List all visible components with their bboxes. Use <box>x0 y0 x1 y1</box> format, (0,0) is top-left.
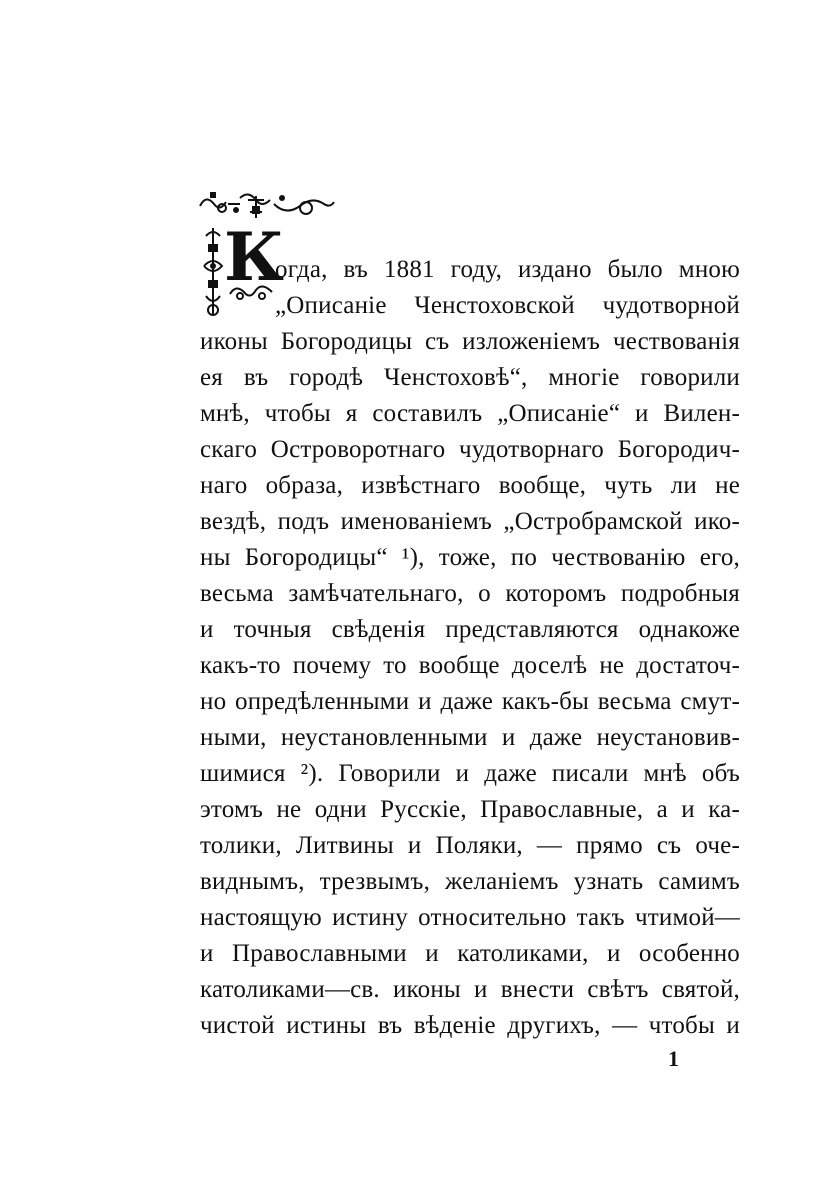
text-line: весьма замѣчательнаго, о которомъ подробныя <box>200 580 740 607</box>
text-line: настоящую истину относительно такъ чтимой— <box>200 904 740 931</box>
text-line: этомъ не одни Русскіе, Православные, а и ка- <box>200 796 740 823</box>
text-line: вездѣ, подъ именованіемъ „Остробрамской ико- <box>200 508 740 535</box>
text-line: скаго Островоротнаго чудотворнаго Богородич- <box>200 436 740 463</box>
text-line: иконы Богородицы съ изложеніемъ чествованія <box>200 328 740 355</box>
text-line: огда, въ 1881 году, издано было мною <box>275 256 740 283</box>
page-number: 1 <box>668 1046 679 1071</box>
dropcap-flourish <box>226 282 276 304</box>
text-line: и точныя свѣденія представляются однакоже <box>200 616 740 643</box>
text-line: ея въ городѣ Ченстоховѣ“, многіе говорили <box>200 364 740 391</box>
text-line: толики, Литвины и Поляки, — прямо съ оче- <box>200 832 740 859</box>
text-line: мнѣ, чтобы я составилъ „Описаніе“ и Вилен- <box>200 400 740 427</box>
text-line: ны Богородицы“ ¹), тоже, по чествованію его, <box>200 544 740 571</box>
text-line: какъ-то почему то вообще доселѣ не достаточ- <box>200 652 740 679</box>
text-line: шимися ²). Говорили и даже писали мнѣ объ <box>200 760 740 787</box>
text-line: наго образа, извѣстнаго вообще, чуть ли не <box>200 472 740 499</box>
text-line: ными, неустановленными и даже неустановив- <box>200 724 740 751</box>
text-line: виднымъ, трезвымъ, желаніемъ узнать самимъ <box>200 868 740 895</box>
text-line: католиками—св. иконы и внести свѣтъ святой, <box>200 976 740 1003</box>
dropcap-letter: К <box>224 218 285 296</box>
text-line: „Описаніе Ченстоховской чудотворной <box>275 292 740 319</box>
text-line: чистой истины въ вѣденіе другихъ, — чтобы и <box>200 1012 740 1039</box>
text-line: но опредѣленными и даже какъ-бы весьма смут- <box>200 688 740 715</box>
text-line: и Православными и католиками, и особенно <box>200 940 740 967</box>
